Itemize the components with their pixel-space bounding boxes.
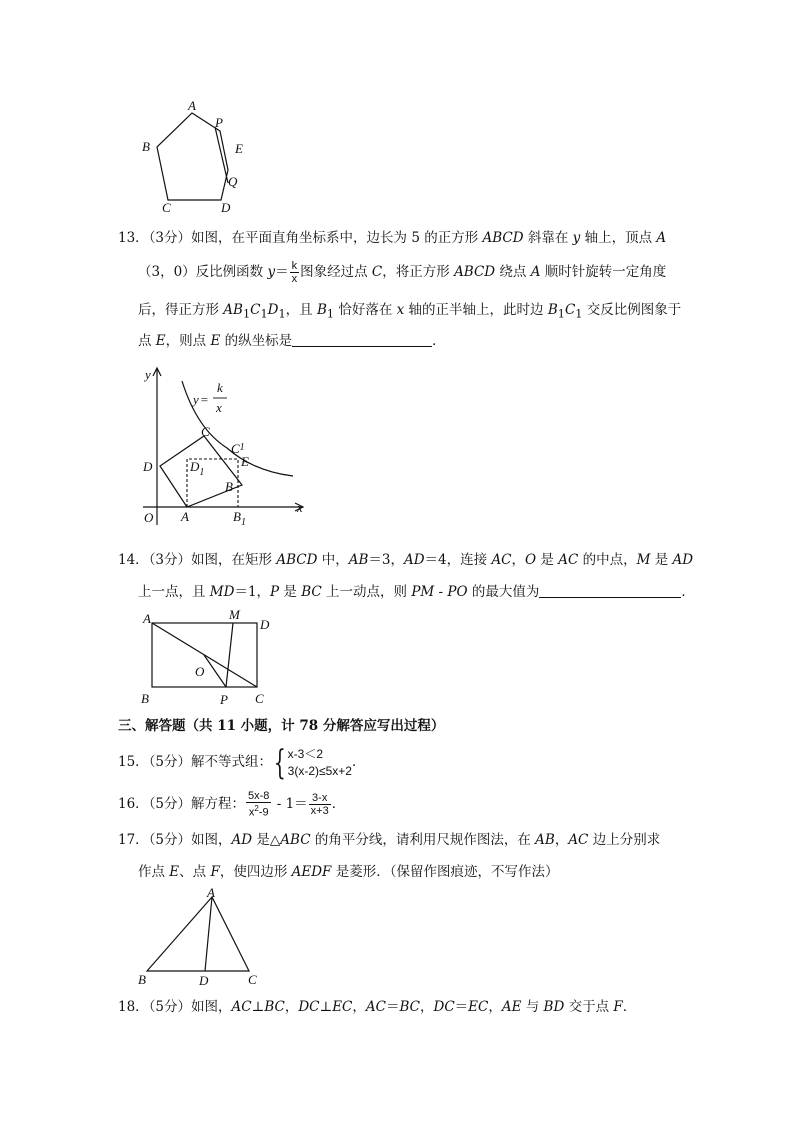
- label-E: E: [235, 141, 243, 156]
- label-B: B: [141, 691, 149, 706]
- label-y: y: [145, 367, 151, 382]
- q17-line2: 作点 E、点 F，使四边形 AEDF 是菱形．（保留作图痕迹，不写作法）: [138, 864, 559, 880]
- fraction-k-over-x: $\frac{k}{x}$: [291, 260, 298, 285]
- q14-line1: 14．（3分）如图，在矩形 ABCD 中，AB＝3，AD＝4，连接 AC，O 是 AC 的中点，M 是 AD: [118, 552, 694, 568]
- triangle-figure: [135, 885, 265, 990]
- triangle-ABC: [147, 897, 249, 971]
- q13-line1: 13．（3分）如图，在平面直角坐标系中，边长为 5 的正方形 ABCD 斜靠在 y 轴上，顶点 A: [118, 230, 667, 246]
- inequality-system: x-3＜2 3(x-2)≤5x+2: [287, 746, 352, 778]
- label-C: C: [248, 972, 257, 987]
- label-M: M: [229, 607, 240, 622]
- section-3-heading: 三、解答题（共 11 小题，计 78 分解答应写出过程）: [118, 718, 445, 734]
- pentagon-figure: [135, 95, 265, 215]
- fraction-2: $\frac{3-x}{x+3}$: [310, 792, 329, 817]
- q13-line3: 后，得正方形 $AB_1C_1D_1$，且 $B_1$ 恰好落在 x 轴的正半轴上，此时边 $B_1C_1$ 交反比例图象于: [138, 302, 682, 321]
- function-label: y =: [193, 392, 209, 407]
- segment-PM: [226, 623, 233, 687]
- label-C1: $C^1$: [231, 441, 245, 456]
- function-k: k: [217, 380, 223, 395]
- label-x: x: [297, 500, 303, 515]
- label-A: A: [207, 885, 215, 900]
- q16-line: 16．（5分）解方程： $\frac{5x-8}{x^2-9}$ - 1＝ $\frac{3-x}{x+3}$ ．: [118, 790, 346, 819]
- bisector-AD: [205, 897, 212, 971]
- rectangle-figure: [138, 605, 278, 710]
- coordinate-figure: [135, 363, 315, 533]
- q15-line: 15．（5分）解不等式组：{ x-3＜2 3(x-2)≤5x+2 ．: [118, 742, 366, 783]
- label-E: E: [241, 454, 249, 469]
- label-D: D: [199, 973, 209, 988]
- q13-line2: （3，0）反比例函数 y＝ $\frac{k}{x}$ 图象经过点 C，将正方形 ABCD 绕点 A 顺时针旋转一定角度: [138, 260, 667, 285]
- label-D: D: [143, 459, 153, 474]
- label-D: D: [221, 200, 231, 215]
- label-C: C: [201, 424, 210, 439]
- function-x: x: [216, 400, 222, 415]
- label-C: C: [255, 691, 264, 706]
- fraction-1: $\frac{5x-8}{x^2-9}$: [248, 790, 270, 819]
- brace: {: [273, 742, 286, 783]
- label-Q: Q: [228, 174, 238, 189]
- label-P: P: [220, 692, 228, 707]
- answer-blank-q14[interactable]: [539, 583, 681, 598]
- q13-line4: 点 E，则点 E 的纵坐标是 ．: [138, 333, 446, 349]
- label-B: B: [142, 139, 150, 154]
- q17-line1: 17．（5分）如图，AD 是△ABC 的角平分线，请利用尺规作图法，在 AB，AC 边上分别求: [118, 832, 661, 848]
- label-B: B: [225, 479, 233, 494]
- label-O: O: [195, 664, 205, 679]
- label-B1: $B_1$: [233, 509, 246, 528]
- label-D: D: [260, 617, 270, 632]
- label-A: A: [181, 509, 189, 524]
- label-A: A: [143, 611, 151, 626]
- label-D1: $D_1$: [190, 459, 205, 478]
- label-P: P: [215, 115, 223, 130]
- answer-blank-q13[interactable]: [292, 332, 432, 347]
- q18-line: 18．（5分）如图，AC⊥BC，DC⊥EC，AC＝BC，DC＝EC，AE 与 BD 交于点 F．: [118, 999, 637, 1015]
- label-O: O: [144, 510, 154, 525]
- label-B: B: [138, 972, 146, 987]
- label-A: A: [188, 98, 196, 113]
- segment-PO: [204, 655, 226, 687]
- label-C: C: [162, 200, 171, 215]
- q14-line2: 上一点，且 MD＝1，P 是 BC 上一动点，则 PM - PO 的最大值为 ．: [138, 584, 695, 600]
